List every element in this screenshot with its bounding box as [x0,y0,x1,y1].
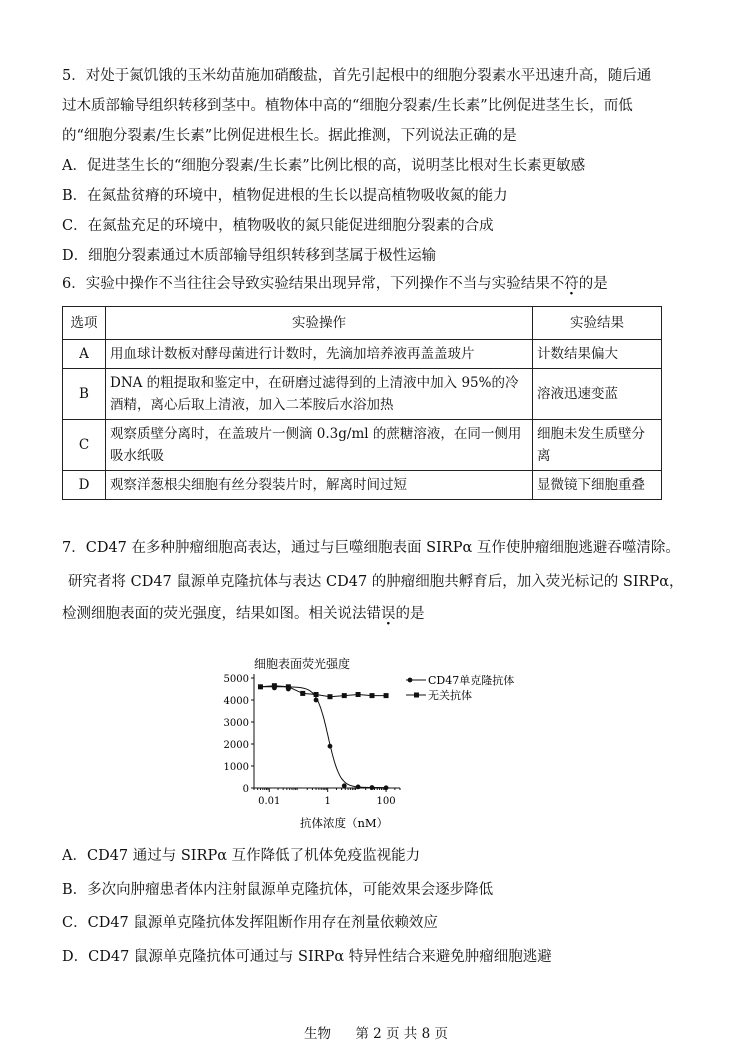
q5-stem-line-3: 的“细胞分裂素/生长素”比例促进根生长。据此推测，下列说法正确的是 [62,128,517,144]
q6-row-operation: DNA 的粗提取和鉴定中，在研磨过滤得到的上清液中加入 95%的冷酒精，离心后取上清液，加入二苯胺后水浴加热 [106,369,533,420]
q6-stem-part-a: 6．实验中操作不当往往会导致实验结果出现异常，下列操作不当与实验结果不 [62,276,565,292]
table-row [63,420,662,471]
data-point-square [286,684,291,689]
q6-emphasis-char: 符 [564,276,579,292]
y-tick-label: 5000 [223,674,249,685]
footer-subject: 生物 [304,1026,332,1042]
q7-option-c: C．CD47 鼠源单克隆抗体发挥阻断作用存在剂量依赖效应 [62,915,438,931]
q7-stem-part-b: 的是 [395,606,425,622]
y-tick-label: 2000 [223,740,249,751]
q6-row-option: A [63,340,106,369]
fluorescence-chart [220,650,540,835]
x-tick-label: 1 [324,796,331,807]
q7-option-d: D．CD47 鼠源单克隆抗体可通过与 SIRPα 特异性结合来避免肿瘤细胞逃避 [62,949,552,965]
q7-stem-line-3 [62,604,425,624]
q5-option-d: D．细胞分裂素通过木质部输导组织转移到茎属于极性运输 [62,248,437,264]
data-point-square [327,694,332,699]
q6-row-option: B [63,369,106,420]
q7-emphasis-char: 误 [381,606,396,622]
q6-stem-part-b: 的是 [578,276,608,292]
y-tick-label: 3000 [223,718,249,729]
q7-stem-line-1: 7．CD47 在多种肿瘤细胞高表达，通过与巨噬细胞表面 SIRPα 互作使肿瘤细胞逃避吞噬清除。 [62,540,680,556]
q6-row-result: 计数结果偏大 [533,340,662,369]
q7-stem-line-2: 研究者将 CD47 鼠源单克隆抗体与表达 CD47 的肿瘤细胞共孵育后，加入荧光标记的 SIRPα， [68,574,684,590]
q6-row-operation: 用血球计数板对酵母菌进行计数时，先滴加培养液再盖盖玻片 [106,340,533,369]
q6-row-operation: 观察质壁分离时，在盖玻片一侧滴 0.3g/ml 的蔗糖溶液，在同一侧用吸水纸吸 [106,420,533,471]
q5-stem-line-1: 5．对处于氮饥饿的玉米幼苗施加硝酸盐，首先引起根中的细胞分裂素水平迅速升高，随后通 [62,68,652,84]
q6-header-option: 选项 [63,307,106,340]
q7-option-b: B．多次向肿瘤患者体内注射鼠源单克隆抗体，可能效果会逐步降低 [62,882,494,898]
y-tick-label: 4000 [223,696,249,707]
q5-option-b: B．在氮盐贫瘠的环境中，植物促进根的生长以提高植物吸收氮的能力 [62,188,508,204]
x-tick-label: 100 [376,796,396,807]
data-point-square [342,693,347,698]
data-point-circle [342,783,347,788]
series-line [261,687,388,788]
q7-option-a: A．CD47 通过与 SIRPα 互作降低了机体免疫监视能力 [62,848,421,864]
data-point-circle [384,785,389,790]
data-point-square [356,692,361,697]
q6-row-option: C [63,420,106,471]
chart-series [258,683,389,790]
data-point-square [258,684,263,689]
data-point-circle [370,785,375,790]
table-row [63,340,662,369]
table-row [63,471,662,500]
data-point-square [272,683,277,688]
q6-row-option: D [63,471,106,500]
table-row [63,369,662,420]
data-point-circle [356,785,361,790]
q6-stem [62,274,608,294]
q5-option-c: C．在氮盐充足的环境中，植物吸收的氮只能促进细胞分裂素的合成 [62,218,494,234]
data-point-square [314,692,319,697]
x-tick-label: 0.01 [258,796,281,807]
q6-header-result: 实验结果 [533,307,662,340]
legend-marker-circle [408,678,413,683]
chart-legend [406,673,514,702]
chart-x-label: 抗体浓度（nM） [300,816,389,830]
q6-header-operation: 实验操作 [106,307,533,340]
legend-label: CD47单克隆抗体 [428,674,515,687]
q6-row-result: 细胞未发生质壁分离 [533,420,662,471]
series-line [261,686,387,697]
page-footer [0,1022,752,1042]
data-point-square [384,693,389,698]
footer-page-number: 第 2 页 共 8 页 [355,1026,448,1042]
legend-label: 无关抗体 [428,689,472,702]
q6-row-result: 溶液迅速变蓝 [533,369,662,420]
data-point-square [370,693,375,698]
q6-row-operation: 观察洋葱根尖细胞有丝分裂装片时，解离时间过短 [106,471,533,500]
data-point-circle [328,744,333,749]
data-point-square [300,691,305,696]
chart-title: 细胞表面荧光强度 [254,657,351,671]
q5-stem-line-2: 过木质部输导组织转移到茎中。植物体中高的“细胞分裂素/生长素”比例促进茎生长，而低 [62,98,633,114]
q6-row-result: 显微镜下细胞重叠 [533,471,662,500]
q5-option-a: A．促进茎生长的“细胞分裂素/生长素”比例比根的高，说明茎比根对生长素更敏感 [62,158,586,174]
q7-stem-part-a: 检测细胞表面的荧光强度，结果如图。相关说法错 [62,606,381,622]
legend-marker-square [414,693,419,698]
q6-table [62,306,662,500]
q6-table-header [63,307,662,340]
data-point-circle [314,698,319,703]
y-tick-label: 1000 [223,762,249,773]
y-tick-label: 0 [242,784,249,795]
